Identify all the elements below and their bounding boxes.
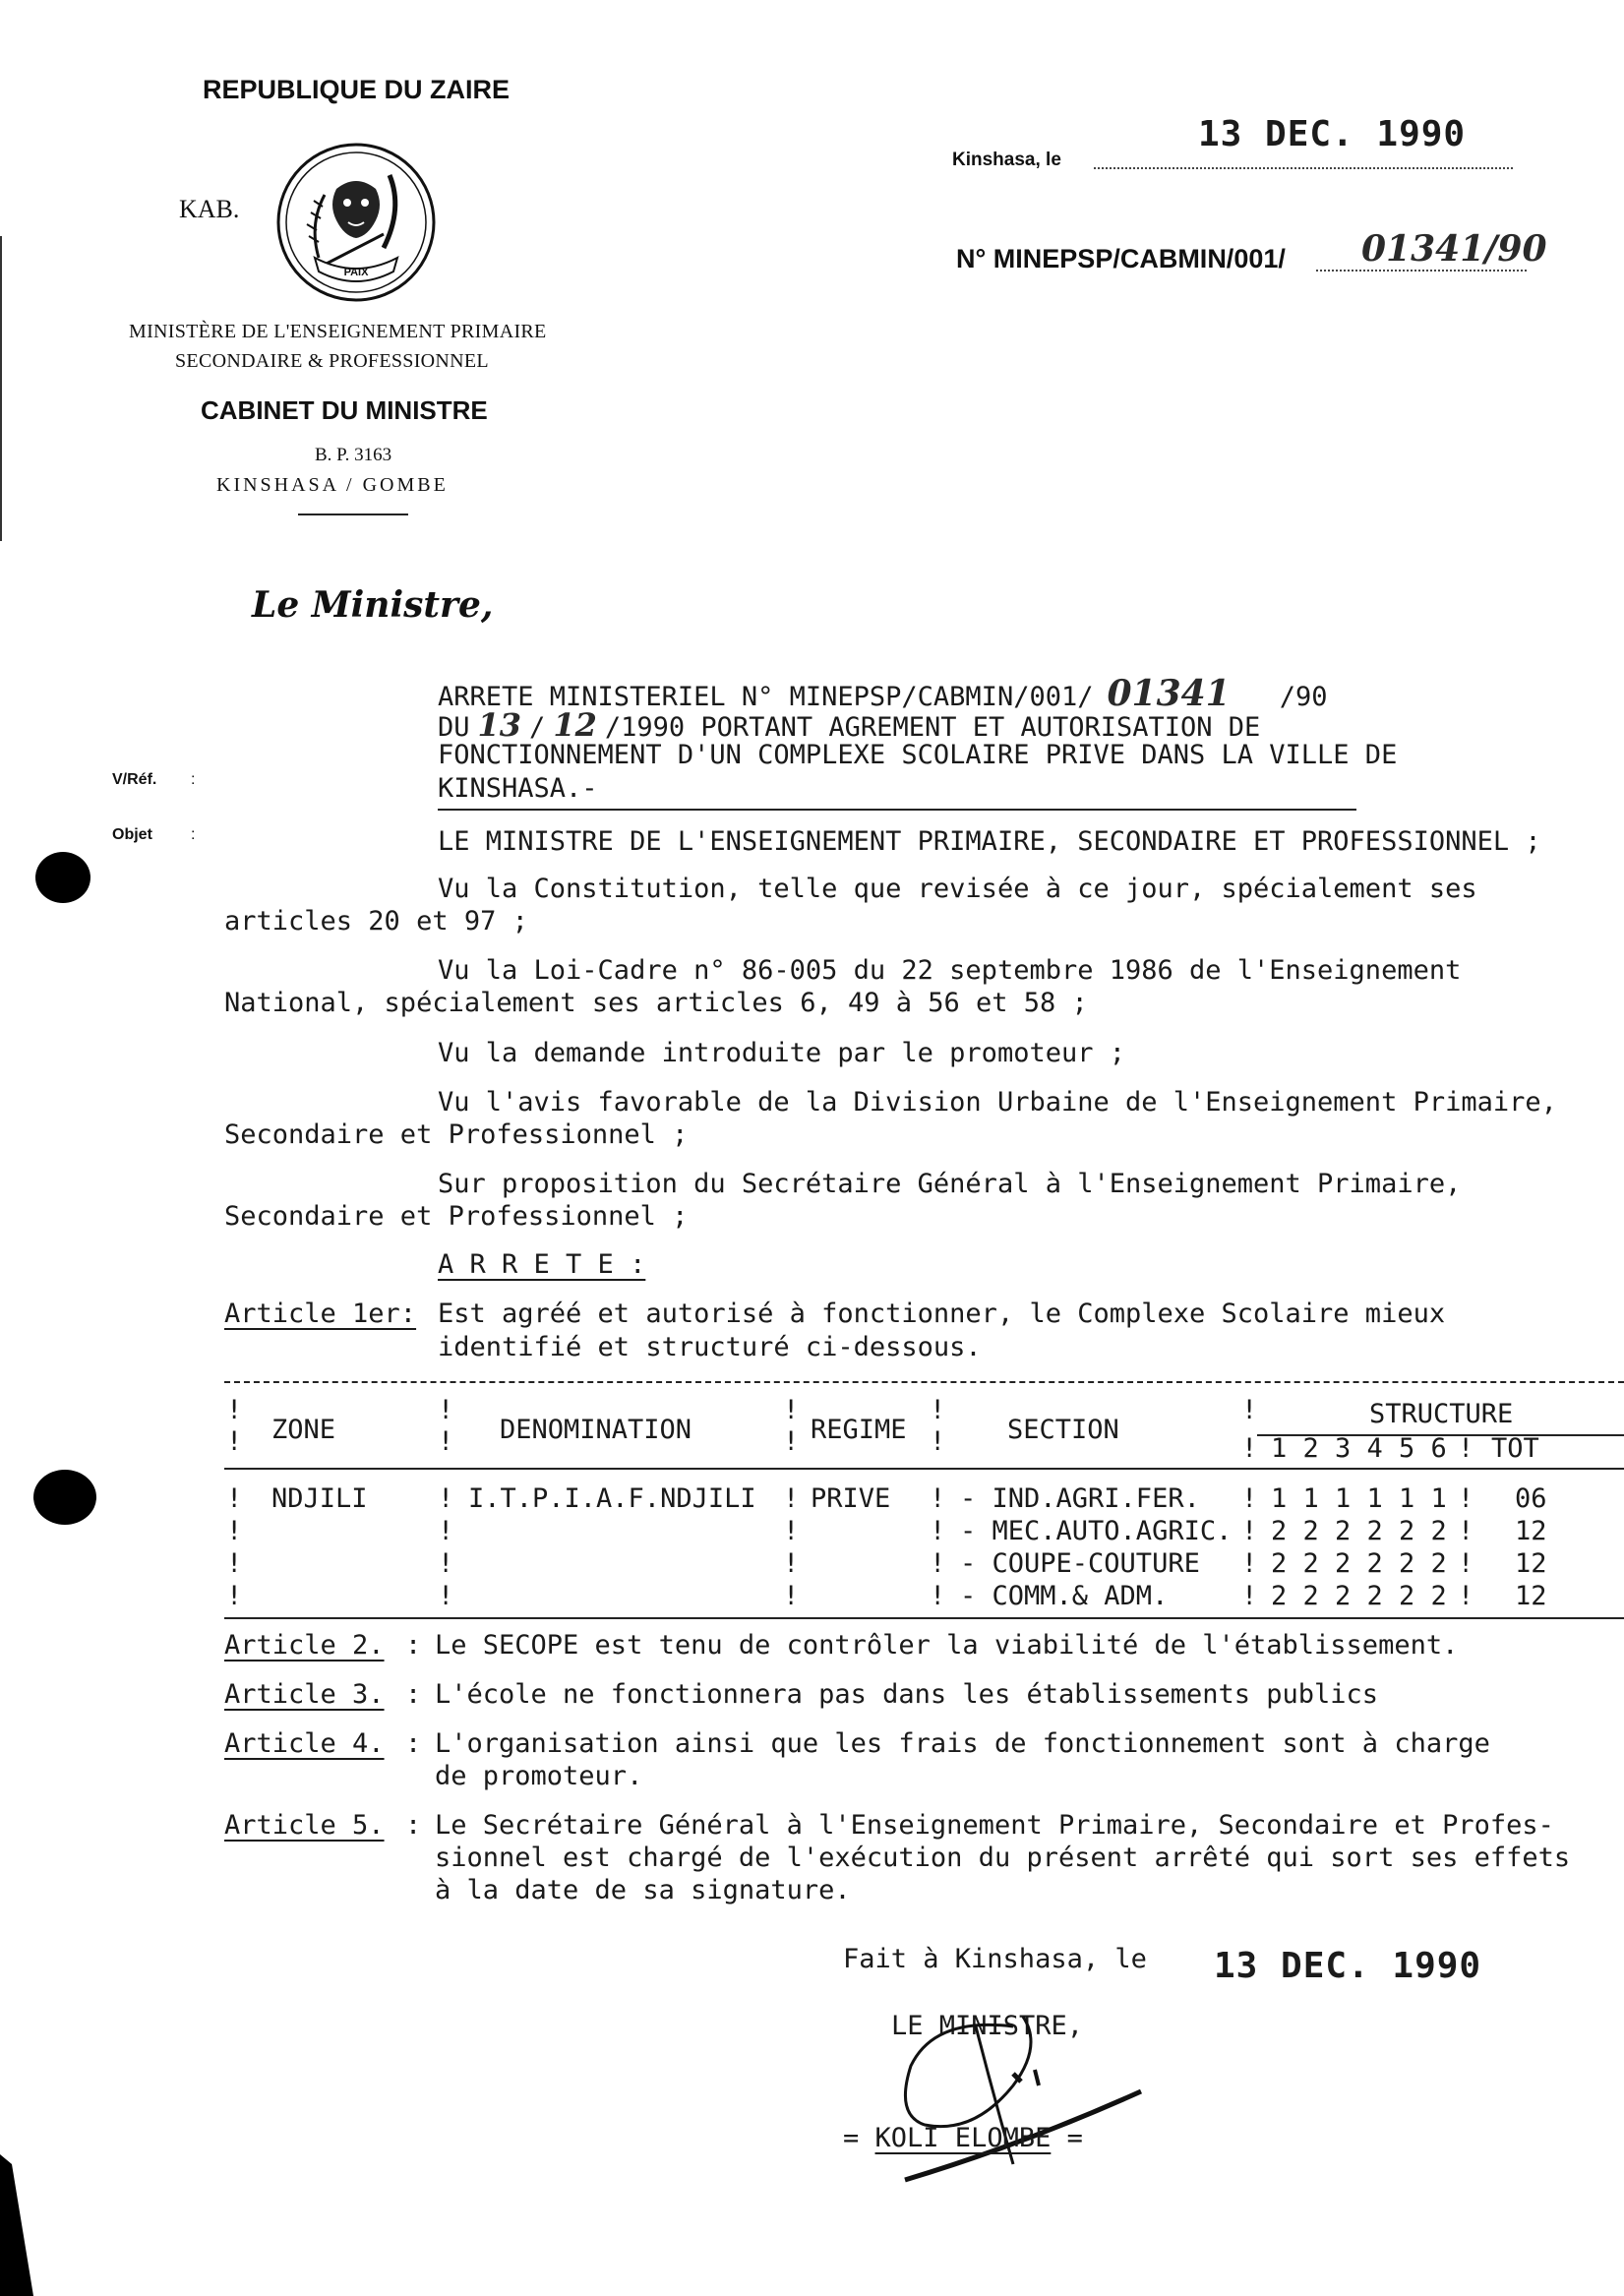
header-divider <box>298 514 408 515</box>
table-header-tot: TOT <box>1491 1433 1539 1464</box>
republic-title: REPUBLIQUE DU ZAIRE <box>203 75 511 104</box>
article-1-line-1: Est agréé et autorisé à fonctionner, le Complexe Scolaire mieux <box>438 1299 1446 1329</box>
table-cell-years-r2: 2 2 2 2 2 2 <box>1271 1516 1447 1546</box>
body-bang-5-r3: ! <box>1241 1548 1258 1579</box>
title-date-separator: / <box>529 712 546 743</box>
header-bang-1b: ! <box>226 1426 243 1457</box>
header-bang-4: ! <box>930 1395 946 1425</box>
table-header-bottom-line <box>224 1468 1624 1470</box>
article-3-colon: : <box>405 1679 422 1710</box>
reference-label: N° MINEPSP/CABMIN/001/ <box>956 244 1286 273</box>
body-bang-6-r2: ! <box>1458 1516 1474 1546</box>
minister-salutation: Le Ministre, <box>252 584 494 626</box>
coat-of-arms-seal <box>273 140 439 305</box>
body-bang-4-r3: ! <box>930 1548 946 1579</box>
table-header-zone: ZONE <box>271 1415 336 1445</box>
title-du: DU <box>438 712 470 743</box>
date-stamp: 13 DEC. 1990 <box>1198 114 1467 154</box>
header-bang-2b: ! <box>438 1426 454 1457</box>
body-bang-4-r1: ! <box>930 1483 946 1514</box>
table-cell-zone: NDJILI <box>271 1483 368 1514</box>
ministry-line-1: MINISTÈRE DE L'ENSEIGNEMENT PRIMAIRE <box>129 321 547 342</box>
closing-role: LE MINISTRE, <box>891 2011 1084 2041</box>
article-3-text: L'école ne fonctionnera pas dans les établissements publics <box>435 1679 1379 1710</box>
article-4-line-2: de promoteur. <box>435 1761 643 1791</box>
article-1-line-2: identifié et structuré ci-dessous. <box>438 1332 982 1362</box>
article-4-label <box>224 1728 385 1759</box>
table-cell-tot-r3: 12 <box>1515 1548 1547 1579</box>
reference-dotted-line <box>1316 270 1527 272</box>
postal-box: B. P. 3163 <box>315 445 392 465</box>
table-header-structure: STRUCTURE <box>1369 1399 1514 1429</box>
title-handwritten-number: 01341 <box>1107 673 1231 714</box>
body-bang-2-r3: ! <box>438 1548 454 1579</box>
vu-avis-line-2: Secondaire et Professionnel ; <box>224 1119 689 1150</box>
body-bang-3-r2: ! <box>783 1516 800 1546</box>
table-cell-regime: PRIVE <box>811 1483 891 1514</box>
body-bang-6-r1: ! <box>1458 1483 1474 1514</box>
body-bang-2-r2: ! <box>438 1516 454 1546</box>
body-bang-5-r2: ! <box>1241 1516 1258 1546</box>
table-cell-section-r3: - COUPE-COUTURE <box>960 1548 1200 1579</box>
article-4-label-text: Article 4. <box>224 1728 385 1759</box>
article-5-line-2: sionnel est chargé de l'exécution du présent arrêté qui sort ses effets <box>435 1843 1571 1873</box>
place-label: Kinshasa, le <box>952 150 1061 170</box>
article-1-label <box>224 1299 416 1329</box>
title-handwritten-month: 12 <box>553 706 597 744</box>
sur-proposition-line-2: Secondaire et Professionnel ; <box>224 1201 689 1232</box>
body-bang-4-r4: ! <box>930 1581 946 1611</box>
header-bang-5: ! <box>1241 1395 1258 1425</box>
article-2-text: Le SECOPE est tenu de contrôler la viabilité de l'établissement. <box>435 1630 1459 1661</box>
seal-ribbon-text: PAIX <box>343 267 369 278</box>
article-4-colon: : <box>405 1728 422 1759</box>
table-cell-section-r4: - COMM.& ADM. <box>960 1581 1169 1611</box>
article-5-line-1: Le Secrétaire Général à l'Enseignement Primaire, Secondaire et Profes- <box>435 1810 1554 1841</box>
scan-edge-mark <box>0 2154 39 2296</box>
signatory-eq-open: = <box>843 2123 860 2153</box>
vu-loi-cadre-line-2: National, spécialement ses articles 6, 49 à 56 et 58 ; <box>224 988 1088 1018</box>
header-bang-3b: ! <box>783 1426 800 1457</box>
body-bang-4-r2: ! <box>930 1516 946 1546</box>
objet-colon: : <box>191 826 196 843</box>
table-bottom-line <box>224 1617 1624 1619</box>
signatory-name: KOLI ELOMBE <box>874 2123 1052 2153</box>
title-line-4: KINSHASA.- <box>438 773 598 804</box>
vu-demande: Vu la demande introduite par le promoteur ; <box>438 1038 1125 1068</box>
sur-proposition-line-1: Sur proposition du Secrétaire Général à l'Enseignement Primaire, <box>438 1169 1462 1199</box>
table-header-years: 1 2 3 4 5 6 <box>1271 1433 1447 1464</box>
table-header-denomination: DENOMINATION <box>500 1415 692 1445</box>
article-5-line-3: à la date de sa signature. <box>435 1875 851 1905</box>
closing-date-stamp: 13 DEC. 1990 <box>1214 1946 1482 1986</box>
punch-hole-bottom <box>33 1470 96 1525</box>
article-2-label <box>224 1630 385 1661</box>
article-1-label-text: Article 1er: <box>224 1299 417 1329</box>
title-line-3: FONCTIONNEMENT D'UN COMPLEXE SCOLAIRE PRIVE DANS LA VILLE DE <box>438 740 1398 770</box>
body-bang-1-r1: ! <box>226 1483 243 1514</box>
table-cell-years-r1: 1 1 1 1 1 1 <box>1271 1483 1447 1514</box>
title-handwritten-day: 13 <box>477 706 522 744</box>
body-bang-5-r1: ! <box>1241 1483 1258 1514</box>
table-header-section: SECTION <box>1007 1415 1119 1445</box>
header-bang-2: ! <box>438 1395 454 1425</box>
vref-label: V/Réf. <box>112 771 157 788</box>
article-5-label <box>224 1810 385 1841</box>
body-bang-3-r3: ! <box>783 1548 800 1579</box>
article-3-label-text: Article 3. <box>224 1679 385 1710</box>
kab-label: KAB. <box>179 195 240 223</box>
title-line-1-suffix: /90 <box>1279 682 1328 712</box>
header-bang-3: ! <box>783 1395 800 1425</box>
header-bang-4b: ! <box>930 1426 946 1457</box>
reference-handwritten-number: 01341/90 <box>1361 228 1547 270</box>
objet-label: Objet <box>112 826 152 843</box>
article-5-label-text: Article 5. <box>224 1810 385 1841</box>
signatory-line <box>843 2123 1083 2153</box>
table-header-regime: REGIME <box>811 1415 907 1445</box>
body-bang-1-r2: ! <box>226 1516 243 1546</box>
preamble-minister: LE MINISTRE DE L'ENSEIGNEMENT PRIMAIRE, SECONDAIRE ET PROFESSIONNEL ; <box>438 826 1541 857</box>
table-cell-denomination: I.T.P.I.A.F.NDJILI <box>468 1483 756 1514</box>
scan-edge-line <box>0 236 2 541</box>
article-3-label <box>224 1679 385 1710</box>
header-bang-6: ! <box>1458 1433 1474 1464</box>
table-cell-section-r1: - IND.AGRI.FER. <box>960 1483 1200 1514</box>
body-bang-1-r4: ! <box>226 1581 243 1611</box>
city-line: KINSHASA / GOMBE <box>216 474 449 496</box>
cabinet-title: CABINET DU MINISTRE <box>201 395 488 425</box>
vu-constitution-line-1: Vu la Constitution, telle que revisée à ce jour, spécialement ses <box>438 874 1477 904</box>
signatory-eq-close: = <box>1066 2123 1083 2153</box>
title-line-1-prefix: ARRETE MINISTERIEL N° MINEPSP/CABMIN/001/ <box>438 682 1094 712</box>
closing-place: Fait à Kinshasa, le <box>843 1944 1147 1974</box>
article-2-colon: : <box>405 1630 422 1661</box>
table-top-dashed-line <box>224 1381 1624 1383</box>
ministry-line-2: SECONDAIRE & PROFESSIONNEL <box>175 350 489 372</box>
table-cell-years-r4: 2 2 2 2 2 2 <box>1271 1581 1447 1611</box>
vu-avis-line-1: Vu l'avis favorable de la Division Urbaine de l'Enseignement Primaire, <box>438 1087 1557 1118</box>
date-dotted-line <box>1094 167 1513 169</box>
body-bang-5-r4: ! <box>1241 1581 1258 1611</box>
table-cell-tot-r1: 06 <box>1515 1483 1547 1514</box>
vu-loi-cadre-line-1: Vu la Loi-Cadre n° 86-005 du 22 septembre 1986 de l'Enseignement <box>438 955 1462 986</box>
article-5-colon: : <box>405 1810 422 1841</box>
table-cell-years-r3: 2 2 2 2 2 2 <box>1271 1548 1447 1579</box>
minister-signature <box>866 1987 1161 2194</box>
body-bang-2-r1: ! <box>438 1483 454 1514</box>
arrete-heading <box>438 1249 645 1280</box>
header-bang-1: ! <box>226 1395 243 1425</box>
title-underline <box>438 809 1356 811</box>
vref-colon: : <box>191 771 196 788</box>
table-cell-section-r2: - MEC.AUTO.AGRIC. <box>960 1516 1233 1546</box>
body-bang-6-r3: ! <box>1458 1548 1474 1579</box>
body-bang-1-r3: ! <box>226 1548 243 1579</box>
title-line-2-rest: /1990 PORTANT AGREMENT ET AUTORISATION DE <box>604 712 1261 743</box>
table-cell-tot-r2: 12 <box>1515 1516 1547 1546</box>
vu-constitution-line-2: articles 20 et 97 ; <box>224 906 528 937</box>
title-line-2 <box>438 706 1260 744</box>
punch-hole-top <box>35 852 90 903</box>
body-bang-3-r1: ! <box>783 1483 800 1514</box>
arrete-heading-text: A R R E T E : <box>438 1249 646 1280</box>
header-bang-5b: ! <box>1241 1433 1258 1464</box>
body-bang-6-r4: ! <box>1458 1581 1474 1611</box>
article-4-line-1: L'organisation ainsi que les frais de fonctionnement sont à charge <box>435 1728 1490 1759</box>
body-bang-2-r4: ! <box>438 1581 454 1611</box>
body-bang-3-r4: ! <box>783 1581 800 1611</box>
table-cell-tot-r4: 12 <box>1515 1581 1547 1611</box>
article-2-label-text: Article 2. <box>224 1630 385 1661</box>
